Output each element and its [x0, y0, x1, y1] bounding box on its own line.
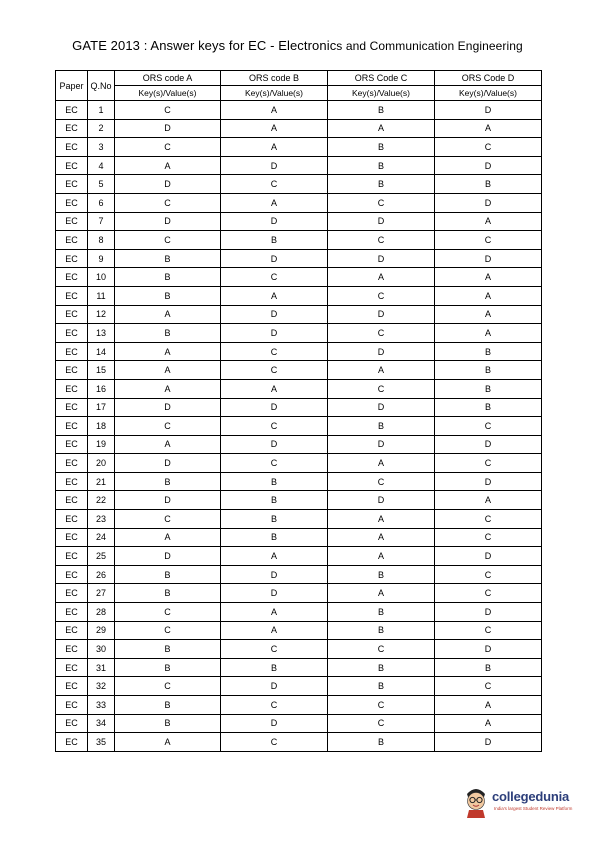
cell-key-c: C — [328, 286, 435, 305]
cell-key-a: B — [115, 696, 221, 715]
cell-key-c: A — [328, 454, 435, 473]
cell-qno: 27 — [88, 584, 115, 603]
table-row — [56, 193, 542, 212]
cell-key-b: A — [221, 101, 328, 120]
table-row — [56, 528, 542, 547]
cell-key-b: A — [221, 193, 328, 212]
cell-paper: EC — [56, 435, 88, 454]
table-row — [56, 138, 542, 157]
cell-key-a: B — [115, 584, 221, 603]
cell-qno: 11 — [88, 286, 115, 305]
cell-paper: EC — [56, 417, 88, 436]
cell-key-a: D — [115, 119, 221, 138]
table-row — [56, 379, 542, 398]
cell-key-b: D — [221, 714, 328, 733]
answer-key-table — [55, 70, 542, 752]
cell-paper: EC — [56, 156, 88, 175]
cell-key-c: D — [328, 491, 435, 510]
table-row — [56, 286, 542, 305]
cell-paper: EC — [56, 547, 88, 566]
cell-key-c: C — [328, 379, 435, 398]
cell-key-a: D — [115, 491, 221, 510]
cell-key-c: D — [328, 342, 435, 361]
cell-key-a: A — [115, 156, 221, 175]
table-row — [56, 603, 542, 622]
cell-key-b: B — [221, 528, 328, 547]
cell-key-c: A — [328, 268, 435, 287]
cell-key-b: B — [221, 658, 328, 677]
cell-paper: EC — [56, 361, 88, 380]
cell-key-b: A — [221, 603, 328, 622]
cell-key-a: D — [115, 454, 221, 473]
cell-key-b: C — [221, 640, 328, 659]
cell-qno: 5 — [88, 175, 115, 194]
cell-key-d: D — [435, 547, 542, 566]
cell-key-a: B — [115, 714, 221, 733]
cell-key-d: C — [435, 565, 542, 584]
cell-key-a: A — [115, 342, 221, 361]
cell-key-c: A — [328, 361, 435, 380]
cell-key-b: C — [221, 175, 328, 194]
cell-key-a: D — [115, 398, 221, 417]
cell-qno: 22 — [88, 491, 115, 510]
cell-key-a: C — [115, 603, 221, 622]
cell-key-a: C — [115, 510, 221, 529]
cell-paper: EC — [56, 677, 88, 696]
cell-paper: EC — [56, 528, 88, 547]
table-body — [56, 101, 542, 752]
cell-paper: EC — [56, 175, 88, 194]
cell-key-b: C — [221, 454, 328, 473]
cell-key-d: C — [435, 231, 542, 250]
cell-key-c: B — [328, 603, 435, 622]
table-row — [56, 733, 542, 752]
cell-qno: 12 — [88, 305, 115, 324]
cell-paper: EC — [56, 101, 88, 120]
cell-key-d: D — [435, 435, 542, 454]
cell-qno: 2 — [88, 119, 115, 138]
cell-key-d: D — [435, 733, 542, 752]
cell-key-c: B — [328, 101, 435, 120]
cell-paper: EC — [56, 268, 88, 287]
cell-qno: 9 — [88, 249, 115, 268]
header-code-b: ORS code B — [221, 71, 328, 86]
table-row — [56, 361, 542, 380]
cell-key-b: C — [221, 361, 328, 380]
cell-key-b: C — [221, 417, 328, 436]
cell-key-c: B — [328, 658, 435, 677]
title-main: GATE 2013 : Answer keys for EC - Electronic — [72, 38, 337, 53]
table-row — [56, 119, 542, 138]
brand-name: collegedunia — [492, 789, 570, 804]
cell-key-a: D — [115, 212, 221, 231]
cell-qno: 29 — [88, 621, 115, 640]
cell-qno: 3 — [88, 138, 115, 157]
cell-key-d: C — [435, 584, 542, 603]
cell-paper: EC — [56, 342, 88, 361]
cell-key-b: C — [221, 268, 328, 287]
cell-key-c: D — [328, 305, 435, 324]
cell-qno: 19 — [88, 435, 115, 454]
cell-qno: 17 — [88, 398, 115, 417]
cell-key-a: A — [115, 733, 221, 752]
cell-key-d: B — [435, 398, 542, 417]
table-row — [56, 696, 542, 715]
cell-key-b: C — [221, 696, 328, 715]
cell-qno: 25 — [88, 547, 115, 566]
cell-key-c: C — [328, 231, 435, 250]
cell-paper: EC — [56, 212, 88, 231]
table-row — [56, 342, 542, 361]
cell-key-b: D — [221, 212, 328, 231]
cell-qno: 30 — [88, 640, 115, 659]
cell-key-a: A — [115, 435, 221, 454]
cell-key-c: A — [328, 528, 435, 547]
table-row — [56, 472, 542, 491]
table-row — [56, 324, 542, 343]
cell-key-c: A — [328, 119, 435, 138]
cell-key-a: B — [115, 324, 221, 343]
cell-key-d: A — [435, 119, 542, 138]
cell-key-b: A — [221, 286, 328, 305]
cell-key-c: D — [328, 249, 435, 268]
header-code-c: ORS Code C — [328, 71, 435, 86]
cell-key-d: C — [435, 510, 542, 529]
header-qno: Q.No — [88, 71, 115, 101]
cell-paper: EC — [56, 640, 88, 659]
cell-key-d: A — [435, 696, 542, 715]
cell-qno: 18 — [88, 417, 115, 436]
cell-key-d: C — [435, 677, 542, 696]
cell-qno: 8 — [88, 231, 115, 250]
cell-key-d: D — [435, 640, 542, 659]
cell-key-d: D — [435, 101, 542, 120]
cell-key-d: A — [435, 491, 542, 510]
cell-qno: 23 — [88, 510, 115, 529]
cell-key-c: C — [328, 324, 435, 343]
cell-qno: 28 — [88, 603, 115, 622]
cell-paper: EC — [56, 379, 88, 398]
table-row — [56, 175, 542, 194]
table-row — [56, 510, 542, 529]
cell-key-a: A — [115, 305, 221, 324]
cell-key-d: B — [435, 175, 542, 194]
cell-key-b: A — [221, 119, 328, 138]
cell-key-c: C — [328, 472, 435, 491]
cell-paper: EC — [56, 193, 88, 212]
mascot-icon — [462, 785, 490, 819]
cell-qno: 35 — [88, 733, 115, 752]
table-row — [56, 640, 542, 659]
page-title — [0, 38, 595, 53]
cell-key-a: C — [115, 101, 221, 120]
cell-key-d: D — [435, 156, 542, 175]
cell-key-d: C — [435, 138, 542, 157]
table-row — [56, 268, 542, 287]
brand-tagline: India's largest Student Review Platform — [494, 806, 573, 811]
cell-paper: EC — [56, 584, 88, 603]
cell-key-d: C — [435, 417, 542, 436]
cell-key-b: B — [221, 510, 328, 529]
cell-key-c: C — [328, 640, 435, 659]
cell-qno: 4 — [88, 156, 115, 175]
cell-key-d: A — [435, 212, 542, 231]
cell-paper: EC — [56, 621, 88, 640]
table-header — [56, 71, 542, 101]
cell-key-d: D — [435, 193, 542, 212]
subheader-key-c: Key(s)/Value(s) — [328, 86, 435, 101]
cell-paper: EC — [56, 138, 88, 157]
table-row — [56, 156, 542, 175]
cell-key-a: B — [115, 249, 221, 268]
cell-qno: 15 — [88, 361, 115, 380]
cell-key-b: D — [221, 584, 328, 603]
cell-qno: 31 — [88, 658, 115, 677]
cell-key-c: A — [328, 547, 435, 566]
collegedunia-logo — [462, 783, 573, 823]
cell-key-c: C — [328, 714, 435, 733]
cell-qno: 32 — [88, 677, 115, 696]
cell-key-a: B — [115, 565, 221, 584]
cell-qno: 1 — [88, 101, 115, 120]
cell-qno: 26 — [88, 565, 115, 584]
table-row — [56, 677, 542, 696]
table-row — [56, 547, 542, 566]
table-row — [56, 565, 542, 584]
cell-key-d: C — [435, 621, 542, 640]
cell-key-d: C — [435, 454, 542, 473]
cell-key-c: B — [328, 417, 435, 436]
cell-key-a: B — [115, 472, 221, 491]
cell-paper: EC — [56, 324, 88, 343]
cell-key-d: A — [435, 714, 542, 733]
cell-qno: 13 — [88, 324, 115, 343]
cell-qno: 7 — [88, 212, 115, 231]
cell-key-a: D — [115, 547, 221, 566]
cell-paper: EC — [56, 696, 88, 715]
cell-key-c: B — [328, 677, 435, 696]
cell-key-c: A — [328, 584, 435, 603]
cell-key-d: B — [435, 658, 542, 677]
cell-key-d: B — [435, 361, 542, 380]
cell-paper: EC — [56, 714, 88, 733]
cell-key-a: C — [115, 621, 221, 640]
cell-paper: EC — [56, 510, 88, 529]
cell-key-a: B — [115, 268, 221, 287]
cell-qno: 34 — [88, 714, 115, 733]
cell-key-c: D — [328, 398, 435, 417]
cell-qno: 6 — [88, 193, 115, 212]
cell-qno: 20 — [88, 454, 115, 473]
cell-key-b: D — [221, 565, 328, 584]
cell-key-b: B — [221, 491, 328, 510]
cell-key-a: A — [115, 361, 221, 380]
cell-qno: 10 — [88, 268, 115, 287]
cell-key-d: A — [435, 305, 542, 324]
cell-key-c: B — [328, 175, 435, 194]
cell-key-b: D — [221, 677, 328, 696]
cell-key-a: B — [115, 640, 221, 659]
cell-paper: EC — [56, 472, 88, 491]
header-paper: Paper — [56, 71, 88, 101]
table-row — [56, 491, 542, 510]
table-row — [56, 101, 542, 120]
table-row — [56, 621, 542, 640]
table-row — [56, 398, 542, 417]
subheader-key-b: Key(s)/Value(s) — [221, 86, 328, 101]
cell-key-c: B — [328, 138, 435, 157]
cell-key-b: D — [221, 156, 328, 175]
cell-key-b: B — [221, 472, 328, 491]
header-code-d: ORS Code D — [435, 71, 542, 86]
cell-key-c: B — [328, 733, 435, 752]
table-row — [56, 454, 542, 473]
table-row — [56, 435, 542, 454]
cell-key-c: C — [328, 193, 435, 212]
cell-key-a: D — [115, 175, 221, 194]
cell-key-c: B — [328, 156, 435, 175]
cell-paper: EC — [56, 119, 88, 138]
cell-paper: EC — [56, 454, 88, 473]
cell-key-b: C — [221, 342, 328, 361]
cell-key-b: A — [221, 379, 328, 398]
table-row — [56, 212, 542, 231]
cell-key-d: D — [435, 472, 542, 491]
table-row — [56, 305, 542, 324]
table-row — [56, 417, 542, 436]
table-row — [56, 231, 542, 250]
cell-key-c: D — [328, 435, 435, 454]
cell-paper: EC — [56, 733, 88, 752]
table-row — [56, 584, 542, 603]
cell-key-a: C — [115, 138, 221, 157]
cell-paper: EC — [56, 603, 88, 622]
cell-key-d: A — [435, 286, 542, 305]
cell-key-d: D — [435, 249, 542, 268]
cell-paper: EC — [56, 305, 88, 324]
table-row — [56, 714, 542, 733]
cell-paper: EC — [56, 565, 88, 584]
cell-key-b: D — [221, 435, 328, 454]
table-row — [56, 249, 542, 268]
header-code-a: ORS code A — [115, 71, 221, 86]
cell-key-c: B — [328, 621, 435, 640]
cell-key-a: B — [115, 286, 221, 305]
cell-key-b: D — [221, 398, 328, 417]
cell-key-d: B — [435, 342, 542, 361]
cell-key-c: C — [328, 696, 435, 715]
cell-key-d: A — [435, 324, 542, 343]
cell-qno: 14 — [88, 342, 115, 361]
cell-paper: EC — [56, 231, 88, 250]
cell-key-b: C — [221, 733, 328, 752]
cell-paper: EC — [56, 491, 88, 510]
cell-key-c: A — [328, 510, 435, 529]
cell-key-c: D — [328, 212, 435, 231]
cell-qno: 33 — [88, 696, 115, 715]
cell-key-a: A — [115, 528, 221, 547]
cell-paper: EC — [56, 398, 88, 417]
cell-paper: EC — [56, 286, 88, 305]
cell-key-a: C — [115, 231, 221, 250]
cell-qno: 16 — [88, 379, 115, 398]
cell-key-b: D — [221, 249, 328, 268]
cell-key-a: C — [115, 193, 221, 212]
cell-key-a: A — [115, 379, 221, 398]
cell-key-c: B — [328, 565, 435, 584]
cell-qno: 24 — [88, 528, 115, 547]
cell-key-d: C — [435, 528, 542, 547]
cell-qno: 21 — [88, 472, 115, 491]
cell-key-a: B — [115, 658, 221, 677]
cell-key-d: A — [435, 268, 542, 287]
cell-paper: EC — [56, 249, 88, 268]
cell-key-a: C — [115, 677, 221, 696]
cell-key-a: C — [115, 417, 221, 436]
subheader-key-a: Key(s)/Value(s) — [115, 86, 221, 101]
table-row — [56, 658, 542, 677]
cell-key-b: A — [221, 547, 328, 566]
cell-key-b: B — [221, 231, 328, 250]
cell-key-d: D — [435, 603, 542, 622]
cell-paper: EC — [56, 658, 88, 677]
subheader-key-d: Key(s)/Value(s) — [435, 86, 542, 101]
title-rest: s and Communication Engineering — [336, 39, 523, 53]
cell-key-d: B — [435, 379, 542, 398]
cell-key-b: D — [221, 305, 328, 324]
cell-key-b: D — [221, 324, 328, 343]
cell-key-b: A — [221, 621, 328, 640]
cell-key-b: A — [221, 138, 328, 157]
